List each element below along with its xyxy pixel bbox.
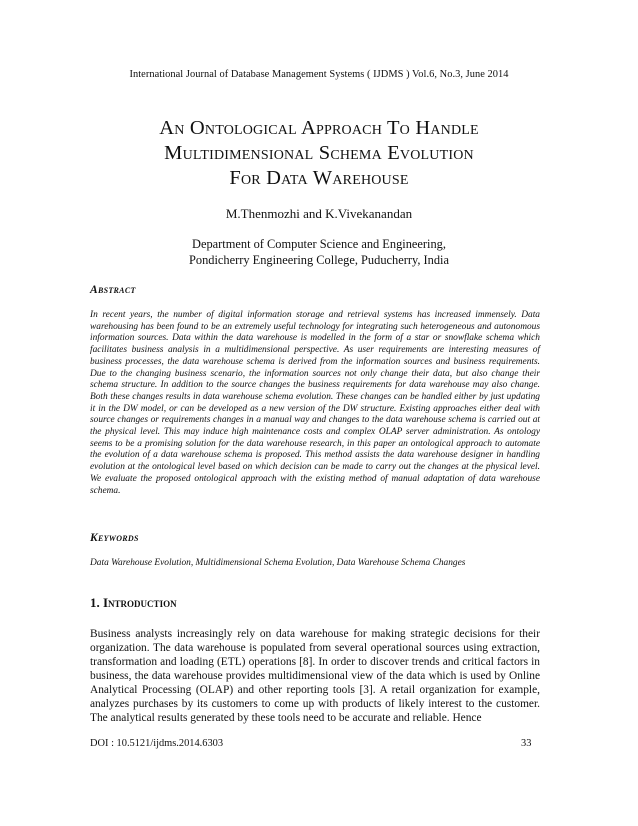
- doi-footer: DOI : 10.5121/ijdms.2014.6303: [90, 738, 224, 749]
- title-line-1: An Ontological Approach To Handle: [159, 117, 479, 139]
- keywords-heading: Keywords: [90, 532, 139, 544]
- keywords-text: Data Warehouse Evolution, Multidimensional Schema Evolution, Data Warehouse Schema Changes: [90, 558, 466, 568]
- introduction-text: Business analysts increasingly rely on data warehouse for making strategic decisions for their organization. The data warehouse is populated from several operational sources using extraction, transformation and loading (ETL) operations [8]. In order to discover trends and critical factors in business, the data warehouse provides multidimensional view of the data which is used by Online Analytical Processing (OLAP) and other reporting tools [3]. A retail organization for example, analyzes purchases by its customers to come up with products of likely interest to the customer. The analytical results generated by these tools need to be accurate and reliable. Hence: [90, 628, 540, 724]
- title-line-2: Multidimensional Schema Evolution: [164, 142, 474, 164]
- title-line-3: For Data Warehouse: [229, 167, 409, 189]
- paper-title: [60, 116, 578, 191]
- journal-header: International Journal of Database Management Systems ( IJDMS ) Vol.6, No.3, June 2014: [129, 69, 509, 80]
- affiliation-line-1: Department of Computer Science and Engineering,: [192, 237, 446, 251]
- abstract-text: In recent years, the number of digital information storage and retrieval systems has increased immensely. Data warehousing has been found to be an extremely useful technology for integrating such heterogeneous and autonomous information sources. Data within the data warehouse is modelled in the form of a star or snowflake schema which facilitates business analysis in a multidimensional perspective. As user requirements are interesting measures of business processes, the data warehouse schema is derived from the information sources and business requirements. Due to the changing business scenario, the information sources not only change their data, but also change their schema structure. In addition to the source changes the business requirements for data warehouse may also change. Both these changes results in data warehouse schema evolution. These changes can be handled either by just updating it in the DW model, or can be developed as a new version of the DW structure. Existing approaches either deal with source changes or requirements changes in a manual way and changes to the data warehouse schema is carried out at the physical level. This may induce high maintenance costs and complex OLAP server administration. As ontology seems to be a promising solution for the data warehouse research, in this paper an ontological approach to automate the evolution of a data warehouse schema is proposed. This method assists the data warehouse designer in handling evolution at the ontological level based on which decision can be made to carry out the changes at the physical level. We evaluate the proposed ontological approach with the existing method of manual adaptation of data warehouse schema.: [90, 310, 540, 496]
- page-number: 33: [521, 738, 532, 749]
- introduction-heading: 1. Introduction: [90, 595, 177, 610]
- abstract-heading: Abstract: [90, 284, 136, 296]
- affiliation-line-2: Pondicherry Engineering College, Puducherry, India: [188, 253, 449, 267]
- affiliation: [0, 236, 638, 268]
- authors: M.Thenmozhi and K.Vivekanandan: [225, 206, 413, 221]
